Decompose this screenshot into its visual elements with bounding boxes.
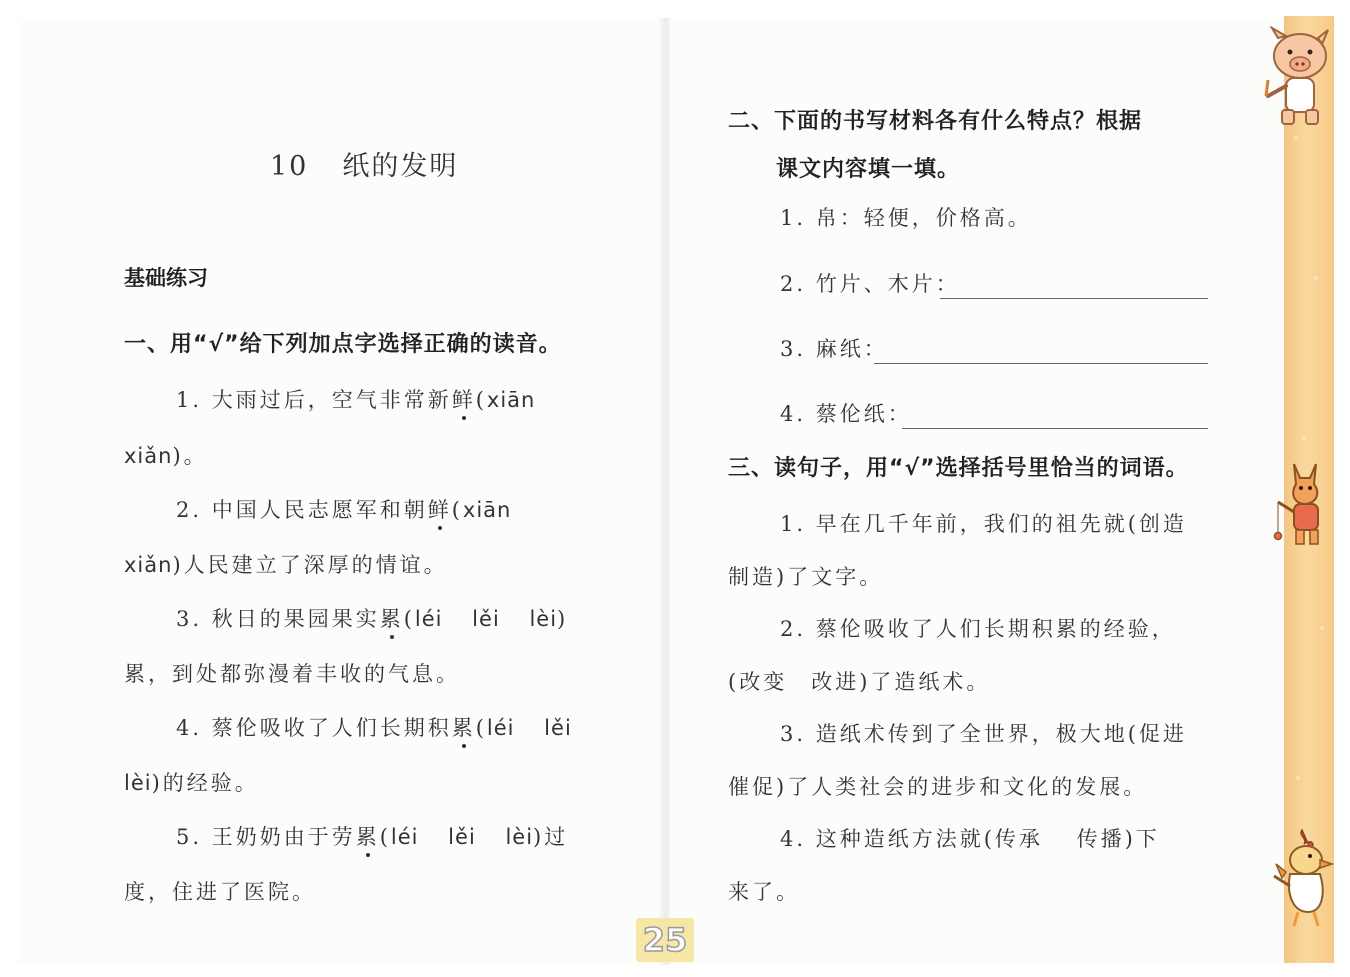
dotted-char: 鲜 [451,388,476,412]
pig-mascot-icon [1258,26,1338,132]
q2-item-2-answer-line[interactable] [940,298,1208,299]
q1-item-5-line-1: 5. 王奶奶由于劳累(léi lěi lèi)过 [176,825,569,849]
dotted-char: 累 [451,716,476,740]
q1-item-5-line-2: 度，住进了医院。 [124,880,316,904]
q3-item-1-line-1: 1. 早在几千年前，我们的祖先就(创造 [780,512,1187,536]
q2-item-2-label: 2. 竹片、木片： [780,272,960,296]
q1-item-4-line-2: lèi)的经验。 [124,771,259,795]
q3-item-4-line-1: 4. 这种造纸方法就(传承 传播)下 [780,827,1160,851]
q3-item-2-line-2: (改变 改进)了造纸术。 [728,670,991,694]
question-1-heading: 一、用“√”给下列加点字选择正确的读音。 [124,332,562,357]
pinyin-option[interactable]: lèi [124,771,152,795]
lesson-name: 纸的发明 [342,151,459,182]
section-heading: 基础练习 [124,266,208,290]
q1-item-2-line-2: xiǎn)人民建立了深厚的情谊。 [124,553,448,577]
q1-item-4-line-1: 4. 蔡伦吸收了人们长期积累(léi lěi [176,716,572,740]
pinyin-option[interactable]: xiān [486,388,536,412]
q1-item-2-line-1: 2. 中国人民志愿军和朝鲜(xiān [176,498,512,522]
q2-item-4-answer-line[interactable] [902,428,1208,429]
q1-item-1-line-1: 1. 大雨过后，空气非常新鲜(xiān [176,388,536,412]
right-page [670,18,1282,965]
q2-item-4-label: 4. 蔡伦纸： [780,402,912,426]
rooster-mascot-icon [1268,826,1340,930]
q3-item-2-line-1: 2. 蔡伦吸收了人们长期积累的经验， [780,617,1176,641]
page-number-badge: 25 [636,918,694,962]
question-2-heading-line-1: 二、下面的书写材料各有什么特点？根据 [728,109,1143,134]
q2-item-3-label: 3. 麻纸： [780,337,888,361]
dotted-char: 累 [355,825,380,849]
pinyin-option[interactable]: léi lěi lèi [414,607,558,631]
q3-item-4-line-2: 来了。 [728,880,800,904]
dotted-char: 累 [379,607,404,631]
q3-item-1-line-2: 制造)了文字。 [728,565,884,589]
pinyin-option[interactable]: xiǎn [124,553,173,577]
pinyin-option[interactable]: léi lěi [486,716,572,740]
pinyin-option[interactable]: léi lěi lèi [390,825,534,849]
pinyin-option[interactable]: xiǎn [124,444,173,468]
q3-item-3-line-1: 3. 造纸术传到了全世界，极大地(促进 [780,722,1187,746]
q1-item-3-line-2: 累，到处都弥漫着丰收的气息。 [124,662,460,686]
q2-item-3-answer-line[interactable] [874,363,1208,364]
dotted-char: 鲜 [427,498,452,522]
question-3-heading: 三、读句子，用“√”选择括号里恰当的词语。 [728,456,1189,481]
q2-item-1: 1. 帛：轻便，价格高。 [780,206,1032,230]
q1-item-1-line-2: xiǎn)。 [124,444,208,468]
q3-item-3-line-2: 催促)了人类社会的进步和文化的发展。 [728,775,1148,799]
q1-item-3-line-1: 3. 秋日的果园果实累(léi lěi lèi) [176,607,569,631]
lesson-title [270,153,458,180]
fox-yoyo-mascot-icon [1270,458,1338,550]
pinyin-option[interactable]: xiān [462,498,512,522]
question-2-heading-line-2: 课文内容填一填。 [776,157,961,182]
lesson-number: 10 [270,151,309,182]
